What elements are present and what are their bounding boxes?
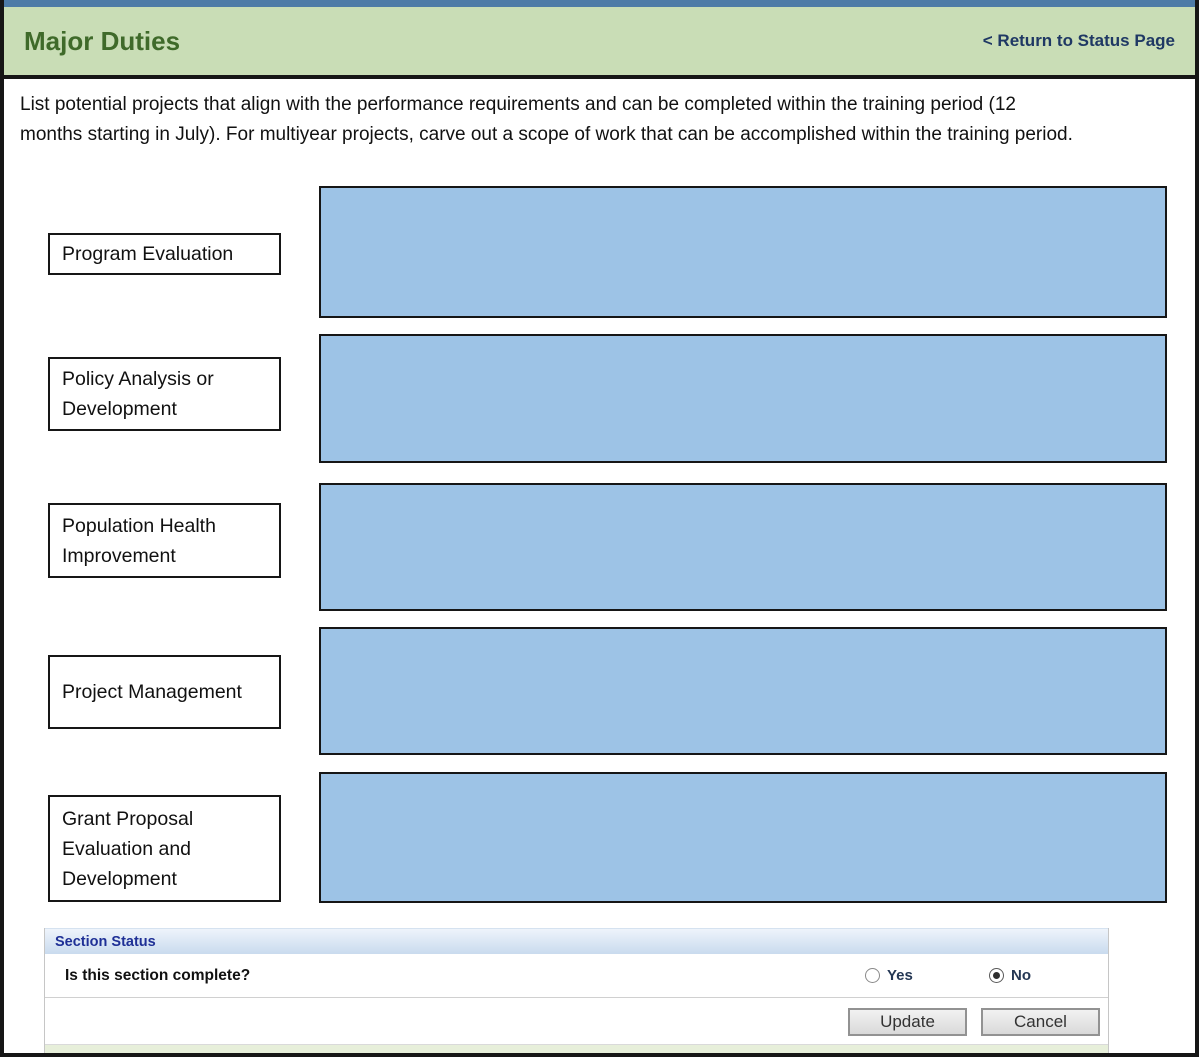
duty-label-project-management: Project Management bbox=[48, 655, 281, 729]
duty-label-policy-analysis: Policy Analysis or Development bbox=[48, 357, 281, 431]
section-complete-row bbox=[45, 954, 1108, 998]
duty-label-population-health: Population Health Improvement bbox=[48, 503, 281, 578]
cancel-button[interactable]: Cancel bbox=[981, 1008, 1100, 1036]
update-button[interactable]: Update bbox=[848, 1008, 967, 1036]
section-complete-question: Is this section complete? bbox=[65, 966, 251, 984]
radio-option-yes[interactable] bbox=[865, 954, 913, 997]
duty-label-grant-proposal: Grant Proposal Evaluation and Development bbox=[48, 795, 281, 902]
radio-no-label: No bbox=[1011, 967, 1031, 984]
instructions-text: List potential projects that align with the performance requirements and can be completed within the training period (12 months starting in July). For multiyear projects, carve out a scope of work that can be accomplished within the training period. bbox=[20, 94, 1073, 145]
duty-label-program-evaluation: Program Evaluation bbox=[48, 233, 281, 275]
button-row bbox=[45, 998, 1108, 1044]
duty-textarea-program-evaluation[interactable] bbox=[319, 186, 1167, 318]
radio-yes-circle[interactable] bbox=[865, 968, 880, 983]
radio-option-no[interactable] bbox=[989, 954, 1031, 997]
duty-textarea-project-management[interactable] bbox=[319, 627, 1167, 755]
footer-strip bbox=[45, 1044, 1108, 1053]
page-title: Major Duties bbox=[24, 25, 181, 56]
duty-textarea-grant-proposal[interactable] bbox=[319, 772, 1167, 903]
section-status-title: Section Status bbox=[55, 933, 156, 950]
duty-textarea-population-health[interactable] bbox=[319, 483, 1167, 611]
page-header bbox=[4, 0, 1195, 79]
duty-textarea-policy-analysis[interactable] bbox=[319, 334, 1167, 463]
section-status-header bbox=[45, 928, 1108, 954]
section-status-panel bbox=[44, 928, 1109, 1054]
radio-no-circle[interactable] bbox=[989, 968, 1004, 983]
radio-yes-label: Yes bbox=[887, 967, 913, 984]
return-to-status-link[interactable]: < Return to Status Page bbox=[982, 31, 1175, 50]
